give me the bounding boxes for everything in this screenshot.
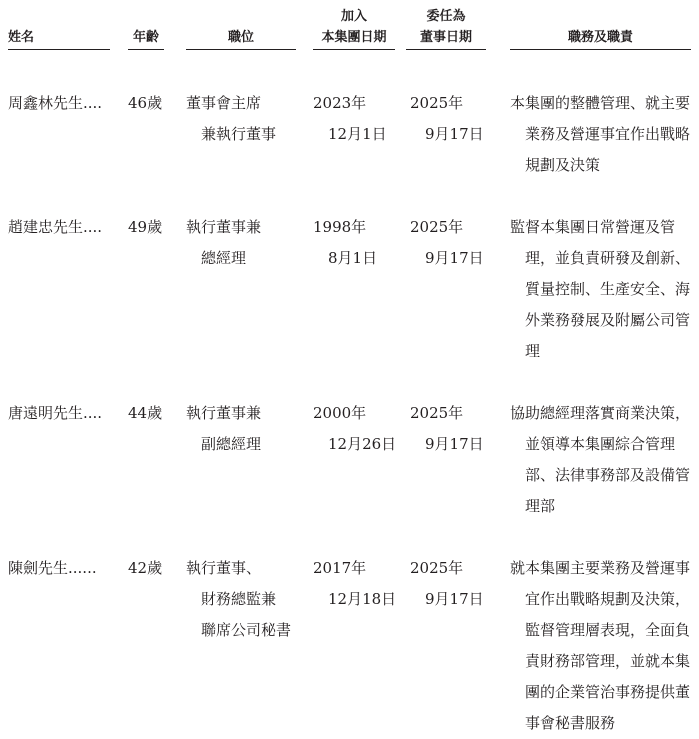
appoint-year: 2025年 <box>410 559 464 577</box>
appoint-day: 9月17日 <box>425 590 484 608</box>
join-year: 2017年 <box>313 559 367 577</box>
director-position <box>186 88 276 150</box>
duty-line: 監督本集團日常營運及管 <box>510 218 676 236</box>
join-day: 12月18日 <box>328 590 397 608</box>
join-day: 8月1日 <box>328 249 378 267</box>
director-name: 陳劍先生...... <box>8 559 97 577</box>
join-date <box>313 212 377 274</box>
duty-line: 宜作出戰略規劃及決策， <box>525 590 691 608</box>
header-appoint-line-1: 委任為 <box>426 9 466 24</box>
join-date <box>313 553 396 615</box>
position-line: 副總經理 <box>201 435 262 453</box>
duty-line: 部、法律事務部及設備管 <box>525 466 691 484</box>
appoint-year: 2025年 <box>410 218 464 236</box>
duty-line: 協助總經理落實商業決策， <box>510 404 691 422</box>
duty-line: 事會秘書服務 <box>525 714 616 732</box>
position-line: 執行董事兼 <box>186 218 262 236</box>
position-line: 執行董事、 <box>186 559 262 577</box>
position-line: 執行董事兼 <box>186 404 262 422</box>
duty-line: 本集團的整體管理、就主要 <box>510 94 691 112</box>
director-age: 46歲 <box>128 94 163 112</box>
header-rule-join <box>313 49 395 50</box>
join-year: 2000年 <box>313 404 367 422</box>
appoint-year: 2025年 <box>410 404 464 422</box>
join-year: 1998年 <box>313 218 367 236</box>
header-join-date <box>313 6 395 48</box>
join-day: 12月26日 <box>328 435 397 453</box>
appoint-day: 9月17日 <box>425 249 484 267</box>
position-line: 兼執行董事 <box>201 125 277 143</box>
director-age: 49歲 <box>128 218 163 236</box>
duty-line: 團的企業管治事務提供董 <box>525 683 691 701</box>
header-appoint-date <box>406 6 486 48</box>
position-line: 財務總監兼 <box>201 590 277 608</box>
appoint-date <box>410 88 484 150</box>
join-date <box>313 398 396 460</box>
header-age: 年齡 <box>132 30 159 45</box>
appoint-date <box>410 398 484 460</box>
header-rule-name <box>8 49 110 50</box>
header-join-line-2: 本集團日期 <box>321 30 387 45</box>
director-duties <box>510 212 695 367</box>
header-rule-duties <box>510 49 691 50</box>
appoint-date <box>410 553 484 615</box>
duty-line: 監督管理層表現，全面負 <box>525 621 691 639</box>
header-duties: 職務及職責 <box>567 30 633 45</box>
director-duties <box>510 88 695 181</box>
duty-line: 責財務部管理，並就本集 <box>525 652 691 670</box>
appoint-day: 9月17日 <box>425 125 484 143</box>
director-position <box>186 398 261 460</box>
duty-line: 並領導本集團綜合管理 <box>525 435 676 453</box>
header-rule-position <box>186 49 296 50</box>
director-position <box>186 553 291 646</box>
duty-line: 規劃及決策 <box>525 156 601 174</box>
duty-line: 外業務發展及附屬公司管 <box>525 311 691 329</box>
director-age: 44歲 <box>128 404 163 422</box>
position-line: 董事會主席 <box>186 94 262 112</box>
director-name: 唐遠明先生.... <box>8 404 103 422</box>
position-line: 總經理 <box>201 249 247 267</box>
position-line: 聯席公司秘書 <box>201 621 292 639</box>
duty-line: 理部 <box>525 497 556 515</box>
appoint-day: 9月17日 <box>425 435 484 453</box>
appoint-year: 2025年 <box>410 94 464 112</box>
director-name: 趙建忠先生.... <box>8 218 103 236</box>
director-name: 周鑫林先生.... <box>8 94 103 112</box>
join-year: 2023年 <box>313 94 367 112</box>
director-age: 42歲 <box>128 559 163 577</box>
header-position: 職位 <box>227 30 254 45</box>
join-date <box>313 88 387 150</box>
director-duties <box>510 398 695 522</box>
duty-line: 就本集團主要業務及營運事 <box>510 559 691 577</box>
header-name: 姓名 <box>8 30 35 45</box>
join-day: 12月1日 <box>328 125 387 143</box>
director-position <box>186 212 261 274</box>
header-rule-appoint <box>406 49 486 50</box>
appoint-date <box>410 212 484 274</box>
duty-line: 理 <box>525 342 541 360</box>
duty-line: 理，並負責研發及創新、 <box>525 249 691 267</box>
duty-line: 質量控制、生產安全、海 <box>525 280 691 298</box>
header-rule-age <box>128 49 164 50</box>
director-duties <box>510 553 695 739</box>
header-join-line-1: 加入 <box>340 9 367 24</box>
header-appoint-line-2: 董事日期 <box>419 30 472 45</box>
duty-line: 業務及營運事宜作出戰略 <box>525 125 691 143</box>
